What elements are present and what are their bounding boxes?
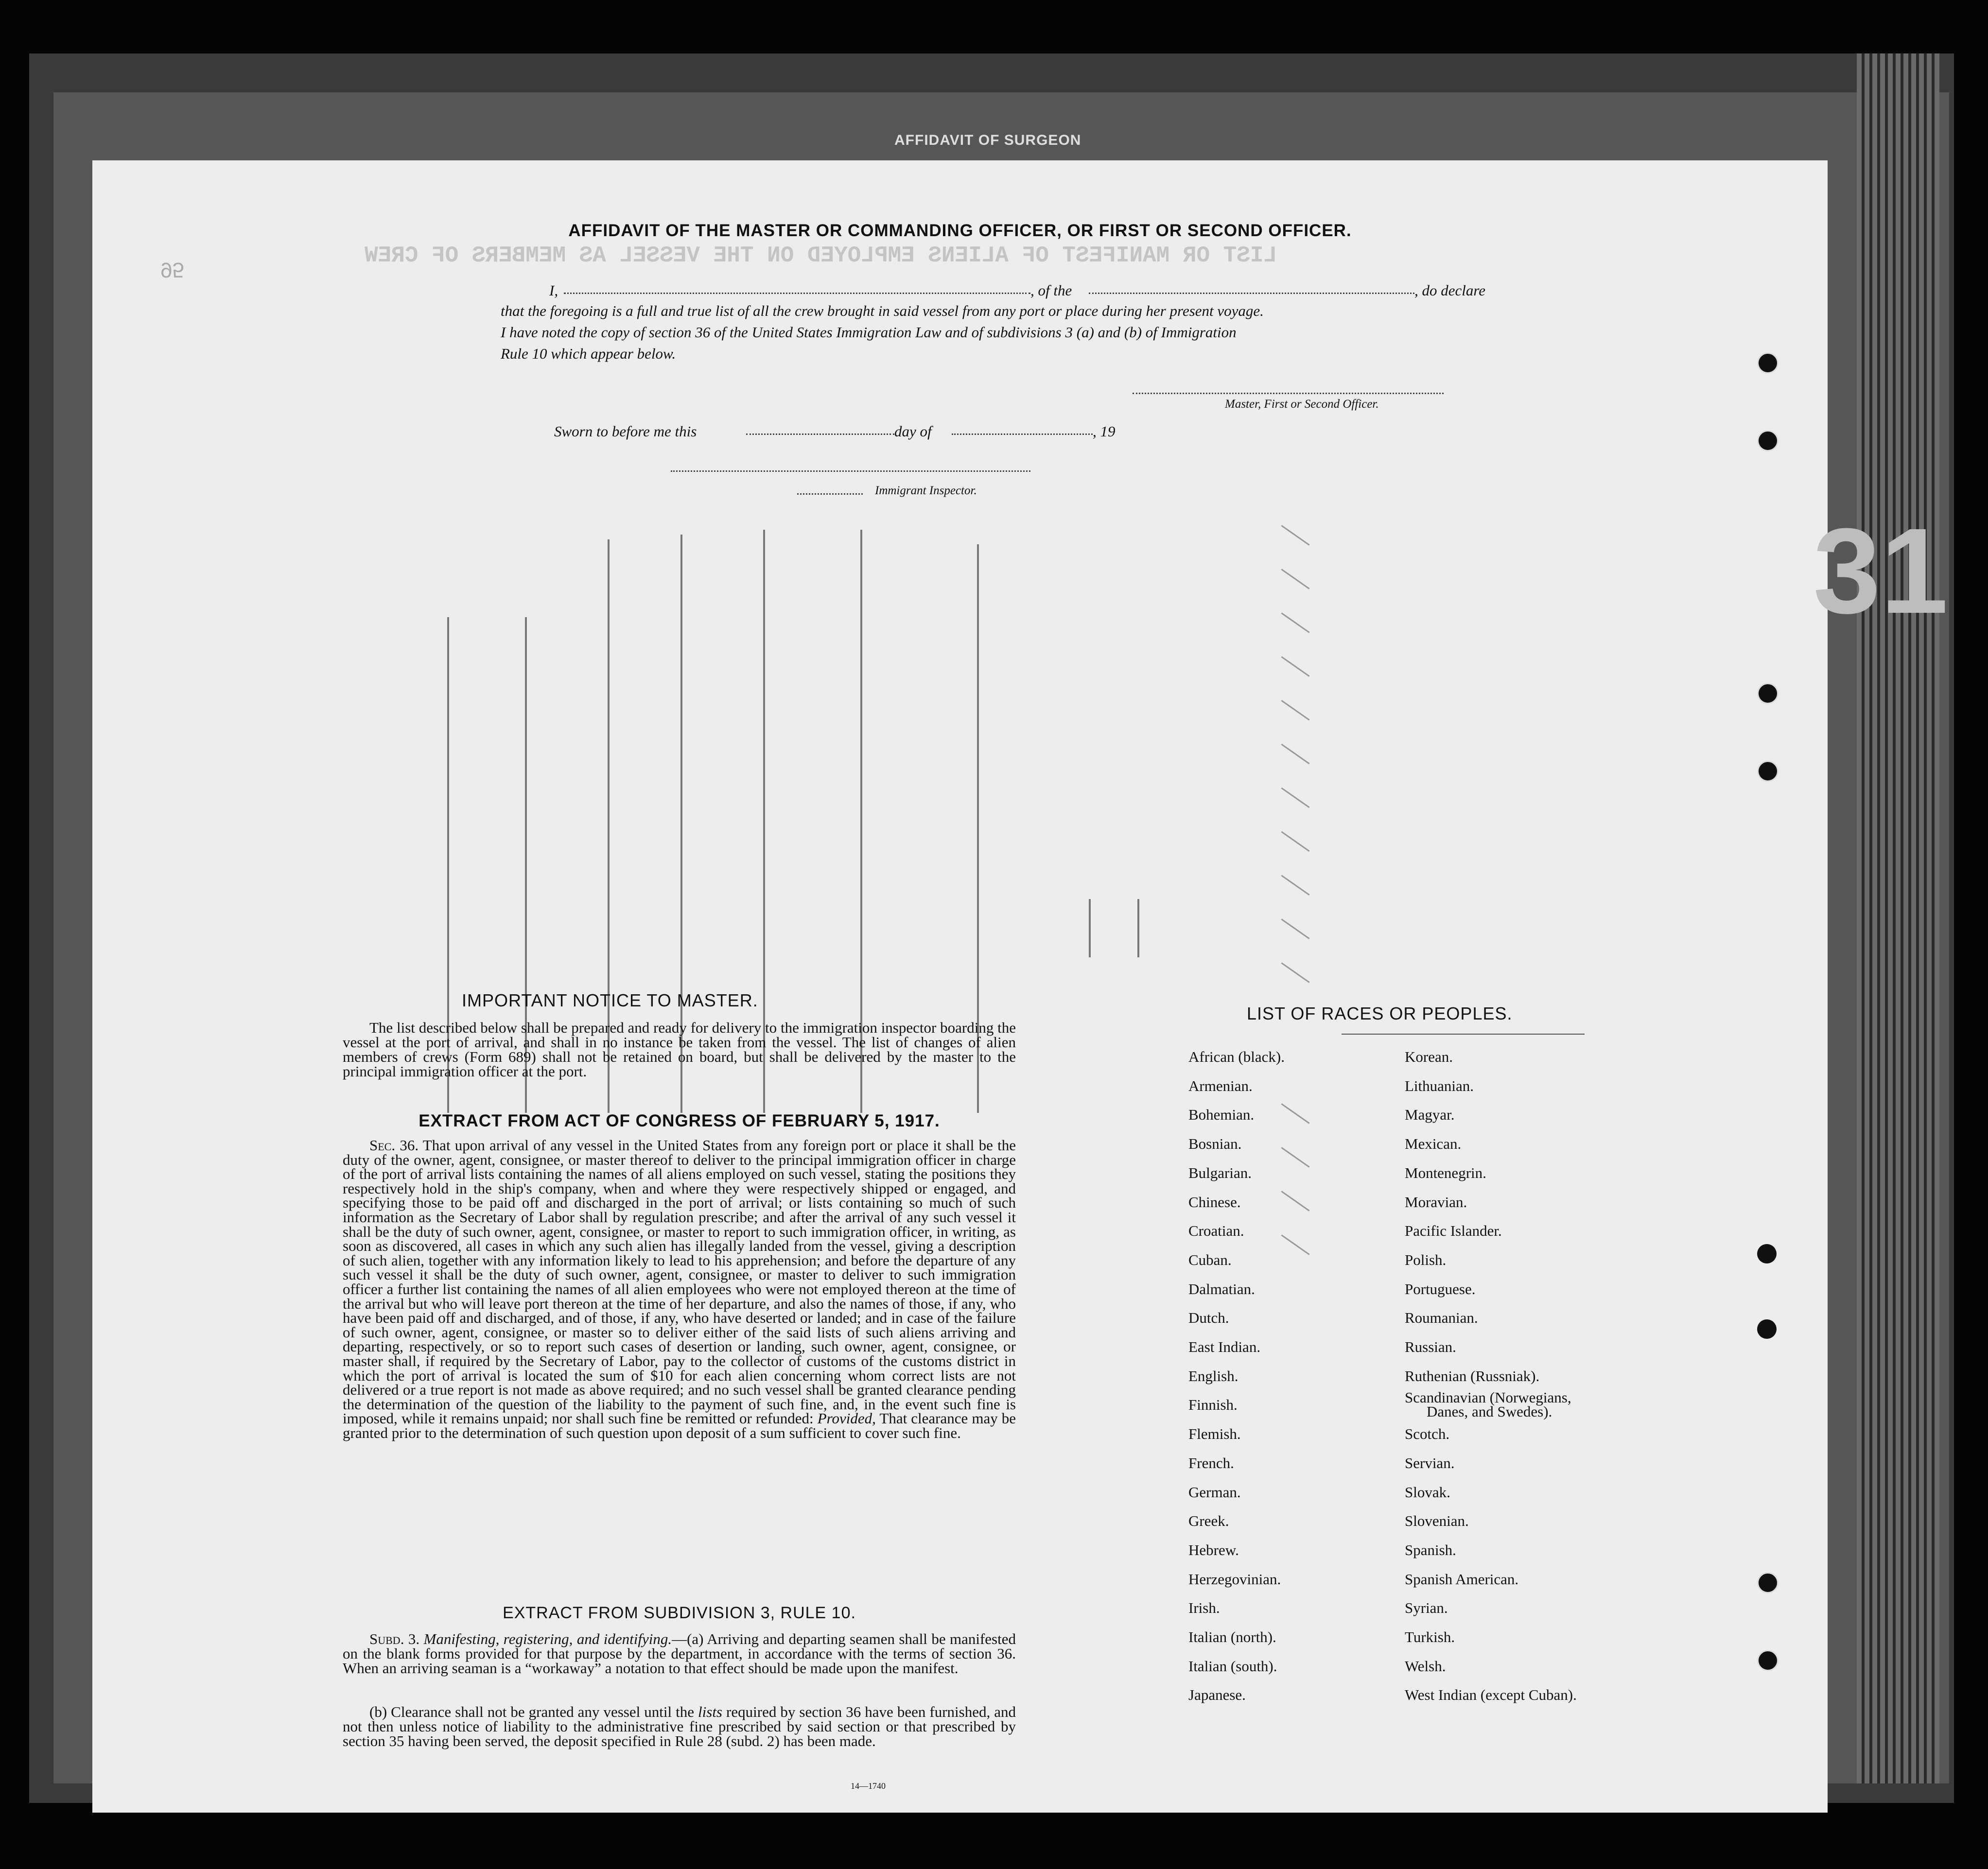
race-item: Welsh. <box>1405 1657 1446 1675</box>
race-item: Ruthenian (Russniak). <box>1405 1367 1540 1384</box>
form-number: 14—1740 <box>851 1781 886 1791</box>
day-of-label: day of <box>894 423 932 440</box>
race-item: Bulgarian. <box>1188 1164 1252 1181</box>
master-signature-label: Master, First or Second Officer. <box>1225 398 1379 411</box>
affidavit-declaration-line <box>549 282 1536 301</box>
sworn-month-blank <box>952 433 1093 435</box>
race-item: Russian. <box>1405 1338 1456 1356</box>
race-item: Servian. <box>1405 1454 1455 1471</box>
race-item: Scandinavian (Norwegians, <box>1405 1389 1571 1406</box>
races-title-rule <box>1342 1034 1585 1035</box>
race-item: Irish. <box>1188 1599 1220 1617</box>
section-36-provided: Provided, <box>817 1410 876 1427</box>
document-page <box>92 160 1949 1813</box>
sworn-day-blank <box>746 433 894 435</box>
subdivision-heading: Manifesting, registering, and identifying. <box>423 1630 672 1647</box>
race-item: Polish. <box>1405 1251 1447 1268</box>
inspector-label: Immigrant Inspector. <box>875 484 977 497</box>
race-item: Chinese. <box>1188 1193 1241 1211</box>
bleed-check-mark <box>1281 744 1309 764</box>
subdivision-a-text: —(a) Arriving and departing seamen shall be manifested on the blank forms provided for that purpose by the department, in accordance with the terms of section 36. When an arriving seaman is a “workaway” a notation to that effect should be made upon the manifest. <box>343 1630 1016 1677</box>
column-line <box>1137 899 1139 957</box>
sworn-line <box>554 423 1235 442</box>
inspector-dotted-lead <box>797 493 863 495</box>
race-item: Montenegrin. <box>1405 1164 1486 1181</box>
name-blank <box>564 293 1030 294</box>
race-item: Armenian. <box>1188 1077 1253 1094</box>
bleed-check-mark <box>1281 700 1309 721</box>
races-title: LIST OF RACES OR PEOPLES. <box>1247 1004 1513 1023</box>
sworn-label: Sworn to before me this <box>554 423 697 440</box>
race-item: Magyar. <box>1405 1106 1455 1124</box>
subdivision-b-pre: (b) Clearance shall not be granted any vessel until the <box>369 1703 694 1720</box>
races-right-column <box>1405 1042 1577 1710</box>
bleed-check-mark <box>1281 656 1309 677</box>
race-item: English. <box>1188 1367 1238 1384</box>
inspector-signature-line <box>671 470 1030 472</box>
race-item-multiline <box>1405 1390 1577 1419</box>
race-item: African (black). <box>1188 1048 1285 1065</box>
race-item: Greek. <box>1188 1512 1229 1530</box>
binder-hole <box>1757 1572 1779 1593</box>
race-item: Hebrew. <box>1188 1541 1239 1558</box>
race-item: Roumanian. <box>1405 1309 1478 1327</box>
bleed-check-mark <box>1281 962 1309 983</box>
binder-hole <box>1757 683 1779 704</box>
binder-hole <box>1757 1319 1777 1339</box>
bleed-check-mark <box>1281 918 1309 939</box>
affidavit-body-line: that the foregoing is a full and true list of all the crew brought in said vessel from any port or place during her present voyage. <box>501 302 1264 319</box>
affidavit-body <box>501 300 1546 364</box>
subdivision-3a <box>343 1632 1016 1676</box>
race-item: East Indian. <box>1188 1338 1261 1356</box>
race-item: Bosnian. <box>1188 1135 1242 1153</box>
race-item: Dalmatian. <box>1188 1280 1255 1298</box>
bleed-check-mark <box>1281 1147 1309 1168</box>
bleed-check-mark <box>1281 1103 1309 1124</box>
subdivision-label: Subd. 3. <box>369 1630 420 1647</box>
subdivision-3b <box>343 1705 1016 1748</box>
binder-hole <box>1757 352 1779 374</box>
race-item: Syrian. <box>1405 1599 1448 1617</box>
binder-hole <box>1757 1650 1779 1671</box>
race-item: Turkish. <box>1405 1628 1455 1646</box>
binder-hole <box>1757 761 1779 782</box>
binder-hole <box>1757 1244 1777 1263</box>
affidavit-title: AFFIDAVIT OF THE MASTER OR COMMANDING OFFICER, OR FIRST OR SECOND OFFICER. <box>568 221 1352 240</box>
vessel-blank <box>1089 293 1414 294</box>
race-item: Dutch. <box>1188 1309 1229 1327</box>
race-item: Slovak. <box>1405 1483 1450 1501</box>
bleed-check-mark <box>1281 569 1309 589</box>
bleed-through-heading: LIST OR MANIFEST OF ALIENS EMPLOYED ON THE VESSEL AS MEMBERS OF CREW <box>365 243 1277 268</box>
race-item: Pacific Islander. <box>1405 1222 1502 1240</box>
race-item: Slovenian. <box>1405 1512 1469 1530</box>
act-title: EXTRACT FROM ACT OF CONGRESS OF FEBRUARY 5, 1917. <box>419 1111 940 1130</box>
race-item: German. <box>1188 1483 1241 1501</box>
section-36-body: That upon arrival of any vessel in the United States from any foreign port or place it shall be the duty of the owner, agent, consignee, or master thereof to deliver to the principal immigration officer in charge of the port of arrival lists containing the names of all aliens employed on such vessel, stating the positions they respectively hold in the ship's company, when and where they were respectively shipped or engaged, and specifying those to be paid off and discharged in the port of arrival; or lists containing so much of such information as the Secretary of Labor shall by regulation prescribe; and after the arrival of any such vessel it shall be the duty of such owner, agent, consignee, or master to report to such immigration officer, in writing, as soon as discovered, all cases in which any such alien has illegally landed from the vessel, giving a description of such alien, together with any information likely to lead to his apprehension; and before the departure of any such vessel it shall be the duty of such owner, agent, consignee, or master to deliver to such immigration officer a further list containing the names of all alien employees who were not employed thereon at the time of the arrival but who will leave port thereon at the time of her departure, and also the names of those, if any, who have been paid off and discharged, and of those, if any, who have deserted or landed; and in case of the failure of such owner, agent, consignee, or master so to deliver either of the said lists of such aliens arriving and departing, respectively, or so to report such cases of desertion or landing, such owner, agent, consignee, or master shall, if required by the Secretary of Labor, pay to the collector of customs of the customs district in which the port of arrival is located the sum of $10 for each alien concerning whom correct lists are not delivered or a true report is not made as above required; and no such vessel shall be granted clearance pending the determination of the question of the liability to the payment of such fine, and, in the event such fine is imposed, while it remains unpaid; nor shall such fine be remitted or refunded: <box>343 1137 1016 1427</box>
year-label: , 19 <box>1093 423 1116 440</box>
race-item-continued: Danes, and Swedes). <box>1427 1403 1552 1420</box>
race-item: Korean. <box>1405 1048 1453 1065</box>
race-item: Portuguese. <box>1405 1280 1476 1298</box>
affidavit-body-line: Rule 10 which appear below. <box>501 345 676 362</box>
of-the-label: , of the <box>1030 282 1072 299</box>
section-36-label: Sec. 36. <box>369 1137 419 1154</box>
bleed-check-mark <box>1281 875 1309 896</box>
page-stack-edge <box>1857 53 1939 1783</box>
binder-hole <box>1757 430 1779 451</box>
top-label: AFFIDAVIT OF SURGEON <box>894 132 1081 148</box>
race-item: Croatian. <box>1188 1222 1244 1240</box>
race-item: Spanish American. <box>1405 1570 1519 1588</box>
section-36-end: That clearance may be granted prior to the determination of such question upon deposit of a sum sufficient to cover such fine. <box>343 1410 1016 1441</box>
bleed-check-mark <box>1281 612 1309 633</box>
races-left-column <box>1188 1042 1285 1710</box>
race-item: Finnish. <box>1188 1396 1238 1414</box>
bleed-check-mark <box>1281 1234 1309 1255</box>
column-line <box>1089 899 1091 957</box>
race-item: Spanish. <box>1405 1541 1456 1558</box>
bleed-check-mark <box>1281 525 1309 546</box>
bleed-check-mark <box>1281 787 1309 808</box>
race-item: Italian (south). <box>1188 1657 1277 1675</box>
race-item: Italian (north). <box>1188 1628 1276 1646</box>
rule-title: EXTRACT FROM SUBDIVISION 3, RULE 10. <box>503 1604 856 1622</box>
section-36-text <box>343 1138 1016 1440</box>
line-i-label: I, <box>549 282 558 299</box>
race-item: Herzegovinian. <box>1188 1570 1281 1588</box>
bleed-check-mark <box>1281 831 1309 852</box>
race-item: Lithuanian. <box>1405 1077 1474 1094</box>
race-item: Japanese. <box>1188 1686 1246 1704</box>
subdivision-b-post: required by section 36 have been furnished, and not then unless notice of liability to the administrative fine prescribed by said section or that prescribed by section 35 having been served, the deposit specified in Rule 28 (subd. 2) has been made. <box>343 1703 1016 1749</box>
race-item: Flemish. <box>1188 1425 1241 1443</box>
affidavit-body-line: I have noted the copy of section 36 of the United States Immigration Law and of subdivisions 3 (a) and (b) of Immigration <box>501 324 1237 341</box>
race-item: French. <box>1188 1454 1234 1471</box>
bleed-check-mark <box>1281 1191 1309 1211</box>
bleed-through-corner-number: 95 <box>160 258 184 282</box>
race-item: Scotch. <box>1405 1425 1450 1443</box>
master-signature-line <box>1133 393 1444 394</box>
subdivision-b-lists: lists <box>698 1703 722 1720</box>
notice-paragraph: The list described below shall be prepared and ready for delivery to the immigration inspector boarding the vessel at the port of arrival, and shall in no instance be taken from the vessel. The list of changes of alien members of crews (Form 689) shall not be retained on board, but shall be delivered by the master to the principal immigration officer at the port. <box>343 1019 1016 1080</box>
race-item: West Indian (except Cuban). <box>1405 1686 1577 1704</box>
notice-title: IMPORTANT NOTICE TO MASTER. <box>462 990 758 1010</box>
bleed-through-page-number: 31 <box>1813 503 1949 639</box>
do-declare-label: , do declare <box>1414 282 1486 299</box>
race-item: Mexican. <box>1405 1135 1462 1153</box>
race-item: Moravian. <box>1405 1193 1467 1211</box>
race-item: Bohemian. <box>1188 1106 1255 1124</box>
race-item: Cuban. <box>1188 1251 1232 1268</box>
